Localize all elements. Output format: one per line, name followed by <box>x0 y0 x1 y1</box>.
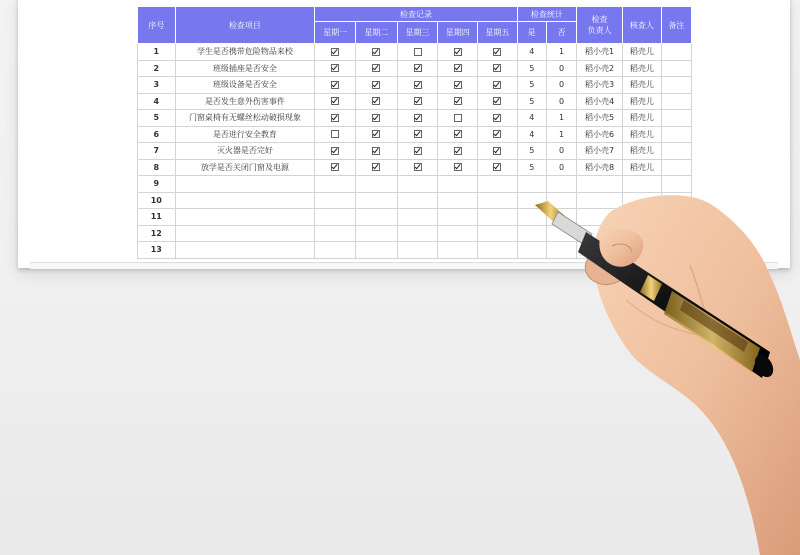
check-cell <box>356 209 398 226</box>
header-day-2: 星期二 <box>356 22 398 44</box>
row-owner <box>577 242 623 259</box>
row-note <box>661 192 691 209</box>
header-checker: 核查人 <box>623 7 662 44</box>
row-checker: 稻壳儿 <box>623 110 662 127</box>
table-row <box>138 77 692 94</box>
row-yes-count: 4 <box>517 110 546 127</box>
check-cell <box>356 176 398 193</box>
row-note <box>661 93 691 110</box>
checked-box-icon[interactable] <box>454 130 462 138</box>
check-cell <box>438 60 478 77</box>
checked-box-icon[interactable] <box>414 130 422 138</box>
check-cell <box>438 176 478 193</box>
row-seq: 9 <box>138 176 176 193</box>
row-owner: 稻小壳7 <box>577 143 623 160</box>
row-seq: 10 <box>138 192 176 209</box>
row-yes-count <box>517 176 546 193</box>
check-cell <box>478 176 518 193</box>
header-item: 检查项目 <box>175 7 315 44</box>
row-note <box>661 242 691 259</box>
check-cell <box>397 93 438 110</box>
checked-box-icon[interactable] <box>414 81 422 89</box>
checked-box-icon[interactable] <box>414 163 422 171</box>
row-seq: 5 <box>138 110 176 127</box>
checked-box-icon[interactable] <box>331 147 339 155</box>
row-checker <box>623 225 662 242</box>
row-owner: 稻小壳5 <box>577 110 623 127</box>
check-cell <box>478 192 518 209</box>
table-row <box>138 44 692 61</box>
row-note <box>661 60 691 77</box>
check-cell <box>356 110 398 127</box>
row-no-count <box>546 176 576 193</box>
row-note <box>661 44 691 61</box>
check-cell <box>478 77 518 94</box>
check-cell <box>478 225 518 242</box>
check-cell <box>397 60 438 77</box>
row-seq: 13 <box>138 242 176 259</box>
check-cell <box>438 159 478 176</box>
row-checker <box>623 192 662 209</box>
check-cell <box>438 242 478 259</box>
row-no-count: 0 <box>546 60 576 77</box>
table-row <box>138 225 692 242</box>
row-checker: 稻壳儿 <box>623 93 662 110</box>
row-no-count: 0 <box>546 93 576 110</box>
check-cell <box>397 77 438 94</box>
check-cell <box>397 110 438 127</box>
checked-box-icon[interactable] <box>331 48 339 56</box>
check-cell <box>438 225 478 242</box>
check-cell <box>356 225 398 242</box>
row-no-count: 0 <box>546 159 576 176</box>
table-row <box>138 176 692 193</box>
check-cell <box>356 93 398 110</box>
header-yes: 是 <box>517 22 546 44</box>
row-item: 门窗桌椅有无螺丝松动破损现象 <box>175 110 315 127</box>
row-no-count: 0 <box>546 77 576 94</box>
header-record: 检查记录 <box>315 7 517 22</box>
row-seq: 11 <box>138 209 176 226</box>
row-yes-count <box>517 209 546 226</box>
row-item <box>175 176 315 193</box>
row-checker <box>623 242 662 259</box>
table-row <box>138 126 692 143</box>
checked-box-icon[interactable] <box>414 147 422 155</box>
header-note: 备注 <box>661 7 691 44</box>
row-seq: 6 <box>138 126 176 143</box>
row-note <box>661 77 691 94</box>
check-cell <box>356 192 398 209</box>
checked-box-icon[interactable] <box>493 81 501 89</box>
unchecked-box-icon[interactable] <box>331 130 339 138</box>
row-yes-count: 5 <box>517 143 546 160</box>
check-cell <box>438 143 478 160</box>
table-row <box>138 110 692 127</box>
check-cell <box>438 93 478 110</box>
table-row <box>138 209 692 226</box>
header-day-4: 星期四 <box>438 22 478 44</box>
check-cell <box>397 159 438 176</box>
check-cell <box>478 44 518 61</box>
table-row <box>138 93 692 110</box>
row-note <box>661 209 691 226</box>
check-cell <box>438 209 478 226</box>
row-owner: 稻小壳8 <box>577 159 623 176</box>
row-item: 是否进行安全教育 <box>175 126 315 143</box>
check-cell <box>315 110 356 127</box>
row-no-count <box>546 209 576 226</box>
check-cell <box>356 60 398 77</box>
row-owner: 稻小壳6 <box>577 126 623 143</box>
row-yes-count: 4 <box>517 126 546 143</box>
header-stats: 检查统计 <box>517 7 576 22</box>
check-cell <box>438 77 478 94</box>
row-note <box>661 126 691 143</box>
checked-box-icon[interactable] <box>372 147 380 155</box>
row-yes-count <box>517 192 546 209</box>
header-owner: 检查 负责人 <box>577 7 623 44</box>
table-row <box>138 192 692 209</box>
check-cell <box>478 159 518 176</box>
row-item: 是否发生意外伤害事件 <box>175 93 315 110</box>
unchecked-box-icon[interactable] <box>414 48 422 56</box>
row-seq: 4 <box>138 93 176 110</box>
check-cell <box>397 209 438 226</box>
row-no-count <box>546 192 576 209</box>
check-cell <box>356 126 398 143</box>
row-yes-count <box>517 242 546 259</box>
row-note <box>661 225 691 242</box>
table-row <box>138 60 692 77</box>
check-cell <box>397 242 438 259</box>
row-item <box>175 192 315 209</box>
check-cell <box>315 126 356 143</box>
row-seq: 2 <box>138 60 176 77</box>
row-note <box>661 110 691 127</box>
row-owner: 稻小壳3 <box>577 77 623 94</box>
row-checker: 稻壳儿 <box>623 44 662 61</box>
row-note <box>661 143 691 160</box>
row-yes-count <box>517 225 546 242</box>
checked-box-icon[interactable] <box>372 163 380 171</box>
checked-box-icon[interactable] <box>493 48 501 56</box>
header-day-1: 星期一 <box>315 22 356 44</box>
row-owner <box>577 209 623 226</box>
check-cell <box>315 44 356 61</box>
checked-box-icon[interactable] <box>372 114 380 122</box>
checked-box-icon[interactable] <box>454 163 462 171</box>
checklist-sheet <box>18 0 790 268</box>
check-cell <box>315 143 356 160</box>
row-no-count: 0 <box>546 143 576 160</box>
checked-box-icon[interactable] <box>493 163 501 171</box>
row-note <box>661 159 691 176</box>
row-no-count: 1 <box>546 126 576 143</box>
checked-box-icon[interactable] <box>414 97 422 105</box>
row-owner <box>577 192 623 209</box>
row-no-count <box>546 225 576 242</box>
header-seq: 序号 <box>138 7 176 44</box>
check-cell <box>397 126 438 143</box>
check-cell <box>438 44 478 61</box>
row-yes-count: 5 <box>517 77 546 94</box>
row-no-count: 1 <box>546 44 576 61</box>
check-cell <box>356 159 398 176</box>
checked-box-icon[interactable] <box>331 81 339 89</box>
row-seq: 3 <box>138 77 176 94</box>
row-yes-count: 5 <box>517 159 546 176</box>
checked-box-icon[interactable] <box>454 81 462 89</box>
check-cell <box>356 143 398 160</box>
checked-box-icon[interactable] <box>454 48 462 56</box>
check-cell <box>315 192 356 209</box>
check-cell <box>315 159 356 176</box>
check-cell <box>438 192 478 209</box>
check-cell <box>356 77 398 94</box>
checked-box-icon[interactable] <box>493 114 501 122</box>
row-no-count: 1 <box>546 110 576 127</box>
row-no-count <box>546 242 576 259</box>
checked-box-icon[interactable] <box>331 97 339 105</box>
check-cell <box>478 93 518 110</box>
row-owner <box>577 176 623 193</box>
row-owner: 稻小壳2 <box>577 60 623 77</box>
row-item <box>175 209 315 226</box>
checked-box-icon[interactable] <box>493 147 501 155</box>
check-cell <box>397 192 438 209</box>
checked-box-icon[interactable] <box>454 64 462 72</box>
check-cell <box>478 242 518 259</box>
check-cell <box>397 44 438 61</box>
row-item: 班级设备是否安全 <box>175 77 315 94</box>
row-checker: 稻壳儿 <box>623 143 662 160</box>
check-cell <box>315 225 356 242</box>
row-item <box>175 242 315 259</box>
checked-box-icon[interactable] <box>331 64 339 72</box>
row-owner <box>577 225 623 242</box>
check-cell <box>478 110 518 127</box>
row-checker <box>623 176 662 193</box>
check-cell <box>478 209 518 226</box>
row-item: 班级插座是否安全 <box>175 60 315 77</box>
checked-box-icon[interactable] <box>414 64 422 72</box>
row-owner: 稻小壳1 <box>577 44 623 61</box>
row-note <box>661 176 691 193</box>
row-seq: 7 <box>138 143 176 160</box>
check-cell <box>315 60 356 77</box>
checked-box-icon[interactable] <box>372 130 380 138</box>
row-seq: 12 <box>138 225 176 242</box>
check-cell <box>478 143 518 160</box>
check-cell <box>478 60 518 77</box>
checked-box-icon[interactable] <box>331 114 339 122</box>
table-row <box>138 242 692 259</box>
row-seq: 1 <box>138 44 176 61</box>
checked-box-icon[interactable] <box>372 97 380 105</box>
row-seq: 8 <box>138 159 176 176</box>
check-cell <box>315 176 356 193</box>
check-cell <box>315 93 356 110</box>
row-checker: 稻壳儿 <box>623 77 662 94</box>
row-yes-count: 5 <box>517 60 546 77</box>
check-cell <box>315 242 356 259</box>
row-yes-count: 5 <box>517 93 546 110</box>
checked-box-icon[interactable] <box>493 130 501 138</box>
row-item <box>175 225 315 242</box>
header-day-3: 星期三 <box>397 22 438 44</box>
check-cell <box>397 143 438 160</box>
safety-check-table <box>137 6 692 259</box>
row-checker: 稻壳儿 <box>623 60 662 77</box>
check-cell <box>315 77 356 94</box>
header-no: 否 <box>546 22 576 44</box>
check-cell <box>356 242 398 259</box>
row-yes-count: 4 <box>517 44 546 61</box>
row-item: 灭火器是否完好 <box>175 143 315 160</box>
unchecked-box-icon[interactable] <box>454 114 462 122</box>
checked-box-icon[interactable] <box>372 64 380 72</box>
row-checker <box>623 209 662 226</box>
checked-box-icon[interactable] <box>454 97 462 105</box>
checked-box-icon[interactable] <box>372 48 380 56</box>
row-checker: 稻壳儿 <box>623 159 662 176</box>
checked-box-icon[interactable] <box>493 97 501 105</box>
table-row <box>138 143 692 160</box>
row-item: 学生是否携带危险物品来校 <box>175 44 315 61</box>
check-cell <box>478 126 518 143</box>
check-cell <box>356 44 398 61</box>
check-cell <box>397 176 438 193</box>
table-row <box>138 159 692 176</box>
row-owner: 稻小壳4 <box>577 93 623 110</box>
check-cell <box>397 225 438 242</box>
checked-box-icon[interactable] <box>454 147 462 155</box>
check-cell <box>438 110 478 127</box>
checked-box-icon[interactable] <box>331 163 339 171</box>
row-item: 放学是否关闭门窗及电源 <box>175 159 315 176</box>
checked-box-icon[interactable] <box>414 114 422 122</box>
header-day-5: 星期五 <box>478 22 518 44</box>
check-cell <box>315 209 356 226</box>
checked-box-icon[interactable] <box>493 64 501 72</box>
row-checker: 稻壳儿 <box>623 126 662 143</box>
check-cell <box>438 126 478 143</box>
checked-box-icon[interactable] <box>372 81 380 89</box>
